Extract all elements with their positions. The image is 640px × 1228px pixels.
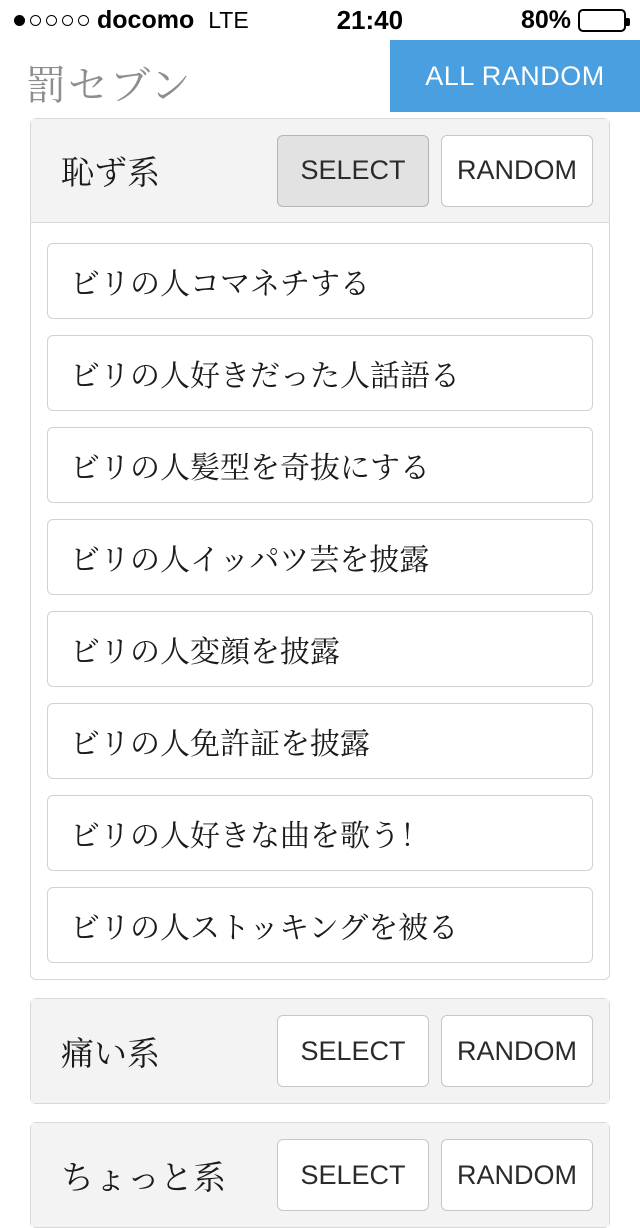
list-item[interactable]: ビリの人好きだった人話語る [47, 335, 593, 411]
list-item[interactable]: ビリの人好きな曲を歌う！ [47, 795, 593, 871]
category-title: 痛い系 [61, 1034, 160, 1072]
select-button[interactable]: SELECT [277, 1015, 429, 1087]
category-panel-hazu [30, 118, 610, 980]
category-title: ちょっと系 [61, 1158, 226, 1196]
list-item[interactable]: ビリの人コマネチする [47, 243, 593, 319]
battery-icon [578, 9, 626, 32]
select-button[interactable]: SELECT [277, 135, 429, 207]
status-bar-right [521, 6, 626, 35]
section-list [0, 118, 640, 1228]
random-button[interactable]: RANDOM [441, 135, 593, 207]
list-item[interactable]: ビリの人変顔を披露 [47, 611, 593, 687]
status-bar-left [14, 6, 249, 35]
random-button[interactable]: RANDOM [441, 1015, 593, 1087]
category-panel-itai [30, 998, 610, 1104]
category-panel-chotto [30, 1122, 610, 1228]
select-button[interactable]: SELECT [277, 1139, 429, 1211]
list-item[interactable]: ビリの人髪型を奇抜にする [47, 427, 593, 503]
clock-label: 21:40 [336, 4, 404, 35]
all-random-button[interactable]: ALL RANDOM [390, 40, 640, 112]
list-item[interactable]: ビリの人免許証を披露 [47, 703, 593, 779]
page-title: 罰セブン [26, 64, 193, 108]
category-header [31, 119, 609, 223]
list-item[interactable]: ビリの人ストッキングを被る [47, 887, 593, 963]
category-items [31, 223, 609, 979]
list-item[interactable]: ビリの人イッパツ芸を披露 [47, 519, 593, 595]
category-title: 恥ず系 [61, 154, 160, 191]
carrier-label: docomo [97, 5, 195, 34]
status-bar [0, 0, 640, 40]
app-header [0, 40, 640, 118]
random-button[interactable]: RANDOM [441, 1139, 593, 1211]
battery-percent-label: 80% [520, 5, 571, 34]
category-header [31, 999, 609, 1103]
category-header [31, 1123, 609, 1227]
network-type-label: LTE [208, 6, 249, 33]
signal-strength-icon [14, 15, 89, 26]
